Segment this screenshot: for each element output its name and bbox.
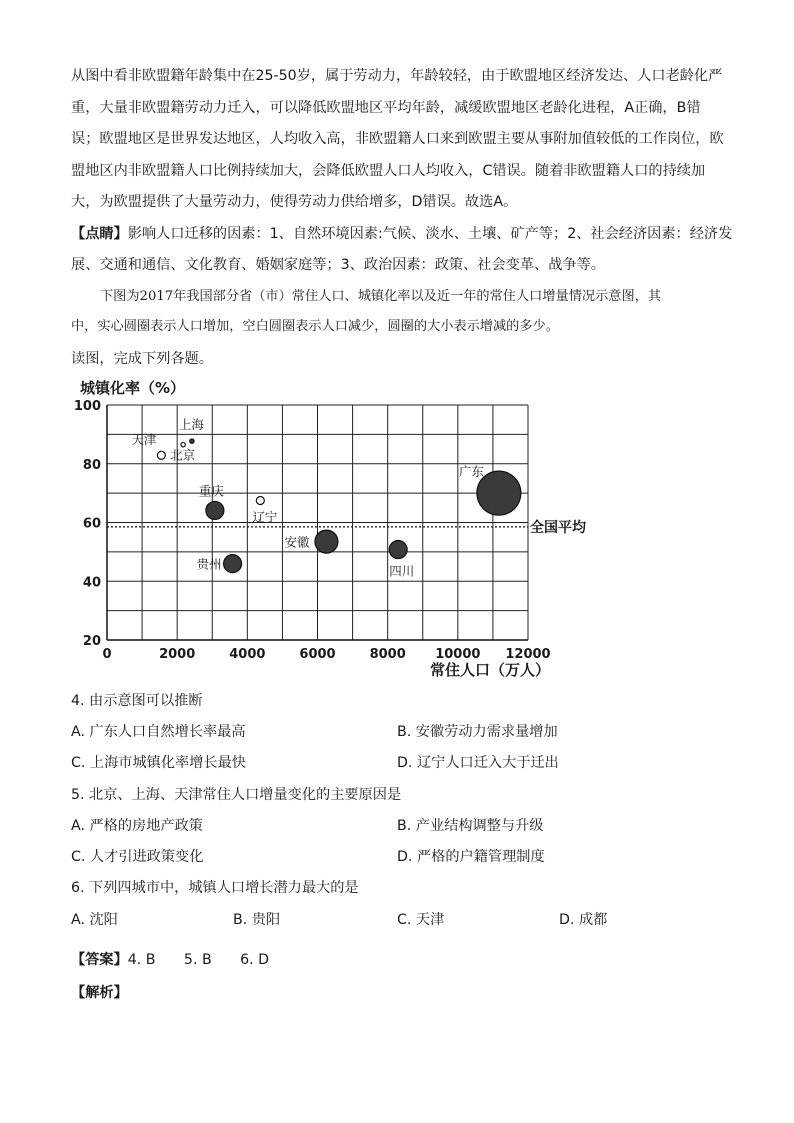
bubble-chart (0, 370, 794, 685)
point-安徽 (315, 530, 338, 553)
x-tick-label: 8000 (369, 647, 406, 662)
point-label: 辽宁 (252, 509, 278, 525)
intro-line-1: 下图为2017年我国部分省（市）常住人口、城镇化率以及近一年的常住人口增量情况示意图，其 (100, 289, 662, 304)
question-6-option-a[interactable]: A. 沈阳 (71, 912, 118, 928)
question-6-option-d[interactable]: D. 成都 (559, 912, 608, 928)
question-4-option-c[interactable]: C. 上海市城镇化率增长最快 (71, 755, 246, 771)
point-label: 贵州 (196, 556, 222, 572)
point-天津 (157, 451, 165, 459)
question-5-option-c[interactable]: C. 人才引进政策变化 (71, 849, 204, 865)
question-6-stem: 6. 下列四城市中，城镇人口增长潜力最大的是 (71, 880, 359, 896)
question-5-stem: 5. 北京、上海、天津常住人口增量变化的主要原因是 (71, 787, 402, 803)
y-axis-label: 城镇化率（%） (80, 379, 186, 397)
point-label: 上海 (178, 417, 204, 433)
x-tick-label: 2000 (159, 647, 196, 662)
y-tick-label: 80 (82, 457, 101, 473)
x-tick-label: 6000 (299, 647, 336, 662)
question-4-stem: 4. 由示意图可以推断 (71, 693, 203, 709)
dianjing-line-2: 展、交通和通信、文化教育、婚姻家庭等；3、政治因素：政策、社会变革、战争等。 (71, 257, 605, 273)
point-辽宁 (256, 496, 264, 504)
point-label: 天津 (131, 432, 157, 448)
x-tick-label: 0 (102, 647, 112, 662)
dianjing-line-1 (71, 225, 732, 243)
analysis-line-5: 大，为欧盟提供了大量劳动力，使得劳动力供给增多，D错误。故选A。 (71, 194, 518, 210)
point-贵州 (224, 555, 242, 573)
x-tick-label: 10000 (435, 647, 481, 662)
question-4-option-a[interactable]: A. 广东人口自然增长率最高 (71, 724, 246, 740)
analysis-line-4: 盟地区内非欧盟籍人口比例持续加大，会降低欧盟人口人均收入，C错误。随着非欧盟籍人口的持续加 (71, 163, 706, 179)
average-line-label: 全国平均 (530, 519, 586, 536)
point-上海 (190, 439, 194, 443)
average-line (107, 519, 587, 536)
analysis-line-3: 误；欧盟地区是世界发达地区，人均收入高，非欧盟籍人口来到欧盟主要从事附加值较低的工作岗位，欧 (71, 131, 724, 147)
chart-grid (107, 405, 528, 640)
analysis-line-2: 重，大量非欧盟籍劳动力迁入，可以降低欧盟地区平均年龄，减缓欧盟地区老龄化进程，A正确，B错 (71, 100, 701, 116)
x-axis-label: 常住人口（万人） (430, 661, 551, 679)
answer-line (71, 951, 269, 969)
point-label: 四川 (389, 563, 415, 579)
point-重庆 (206, 501, 224, 519)
analysis-line-1: 从图中看非欧盟籍年龄集中在25-50岁，属于劳动力，年龄较轻，由于欧盟地区经济发达、人口老龄化严 (71, 68, 723, 84)
y-tick-label: 60 (82, 516, 101, 532)
point-北京 (181, 442, 185, 446)
point-label: 广东 (458, 464, 484, 480)
chart-points (131, 417, 521, 578)
question-6-option-c[interactable]: C. 天津 (397, 912, 445, 928)
y-tick-label: 40 (82, 575, 101, 591)
y-tick-label: 20 (82, 634, 101, 649)
instruction: 读图，完成下列各题。 (71, 351, 213, 367)
question-4-option-d[interactable]: D. 辽宁人口迁入大于迁出 (397, 755, 559, 771)
dianjing-text-1: 影响人口迁移的因素：1、自然环境因素:气候、淡水、土壤、矿产等；2、社会经济因素：经济发 (127, 226, 733, 242)
dianjing-tag: 【点睛】 (71, 226, 128, 242)
x-tick-label: 4000 (229, 647, 266, 662)
question-6-option-b[interactable]: B. 贵阳 (233, 912, 281, 928)
point-四川 (389, 541, 407, 559)
x-tick-label: 12000 (505, 647, 551, 662)
y-tick-label: 100 (73, 399, 101, 414)
point-label: 北京 (170, 447, 196, 463)
point-label: 安徽 (284, 534, 310, 550)
question-4-option-b[interactable]: B. 安徽劳动力需求量增加 (397, 724, 558, 740)
question-5-option-a[interactable]: A. 严格的房地产政策 (71, 818, 203, 834)
jiexi-line (71, 984, 128, 1002)
intro-line-2: 中，实心圆圈表示人口增加，空白圆圈表示人口减少，圆圈的大小表示增减的多少。 (71, 319, 559, 334)
answer-tag: 【答案】 (71, 952, 128, 968)
question-5-option-d[interactable]: D. 严格的户籍管理制度 (397, 849, 545, 865)
jiexi-tag: 【解析】 (71, 985, 128, 1001)
question-5-option-b[interactable]: B. 产业结构调整与升级 (397, 818, 544, 834)
point-label: 重庆 (198, 483, 224, 499)
answer-text: 4. B 5. B 6. D (127, 952, 270, 968)
